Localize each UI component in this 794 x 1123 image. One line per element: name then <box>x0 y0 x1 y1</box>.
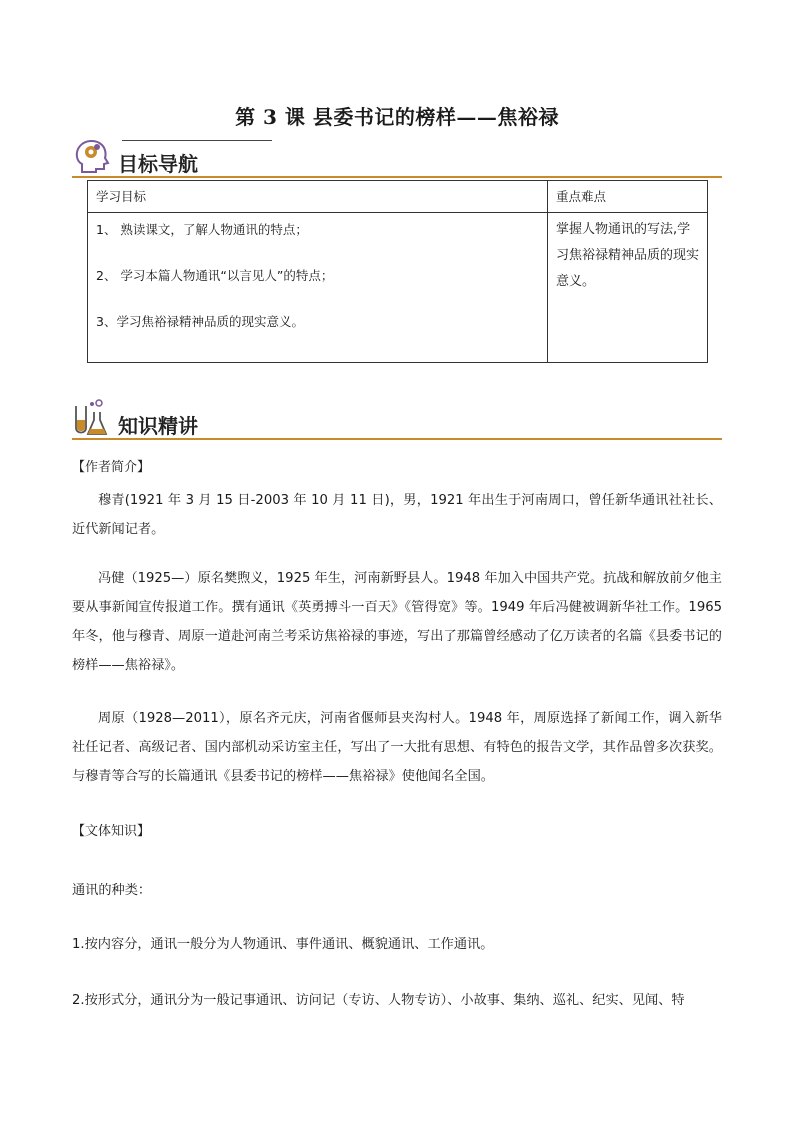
objectives-cell <box>88 213 548 363</box>
brain-gear-icon <box>72 136 112 176</box>
section-header-knowledge <box>72 398 722 442</box>
type-item: 1.按内容分，通讯一般分为人物通讯、事件通讯、概貌通讯、工作通讯。 <box>72 937 494 952</box>
table-header-keypoints: 重点难点 <box>548 181 708 213</box>
section-header-goals <box>72 136 722 180</box>
goals-table <box>87 180 708 363</box>
style-heading: 【文体知识】 <box>72 824 151 839</box>
objective-item: 1、 熟读课文，了解人物通讯的特点； <box>96 222 308 237</box>
page-title: 第 3 课 县委书记的榜样——焦裕禄 <box>235 105 559 129</box>
keypoints-cell: 掌握人物通讯的写法,学习焦裕禄精神品质的现实意义。 <box>548 213 708 363</box>
type-item: 2.按形式分，通讯分为一般记事通讯、访问记（专访、人物专访）、小故事、集纳、巡礼、纪实、见闻、特 <box>72 993 685 1008</box>
section-title-goals: 目标导航 <box>118 152 198 176</box>
flask-icon <box>72 398 112 438</box>
types-intro: 通讯的种类： <box>72 883 152 898</box>
table-header-objectives: 学习目标 <box>88 181 548 213</box>
objective-item: 2、 学习本篇人物通讯“以言见人”的特点； <box>96 268 334 283</box>
objective-item: 3、学习焦裕禄精神品质的现实意义。 <box>96 314 304 329</box>
author-heading: 【作者简介】 <box>72 460 151 475</box>
author-paragraph: 穆青(1921 年 3 月 15 日-2003 年 10 月 11 日)，男，1921 年出生于河南周口，曾任新华通讯社社长、近代新闻记者。 <box>72 493 722 537</box>
author-paragraph: 周原（1928—2011），原名齐元庆，河南省偃师县夹沟村人。1948 年，周原选择了新闻工作，调入新华社任记者、高级记者、国内部机动采访室主任，写出了一大批有思想、有特色的报告文学，其作品曾多次获奖。与穆青等合写的长篇通讯《县委书记的榜样——焦裕禄》使他闻名全国。 <box>72 711 722 784</box>
section-title-knowledge: 知识精讲 <box>118 414 198 438</box>
author-paragraph: 冯健（1925—）原名樊煦义，1925 年生，河南新野县人。1948 年加入中国共产党。抗战和解放前夕他主要从事新闻宣传报道工作。撰有通讯《英勇搏斗一百天》《管得宽》等。1949 年后冯健被调新华社工作。1965 年冬，他与穆青、周原一道赴河南兰考采访焦裕禄的事迹，写出了那篇曾经感动了亿万读者的名篇《县委书记的榜样——焦裕禄》。 <box>72 571 722 673</box>
